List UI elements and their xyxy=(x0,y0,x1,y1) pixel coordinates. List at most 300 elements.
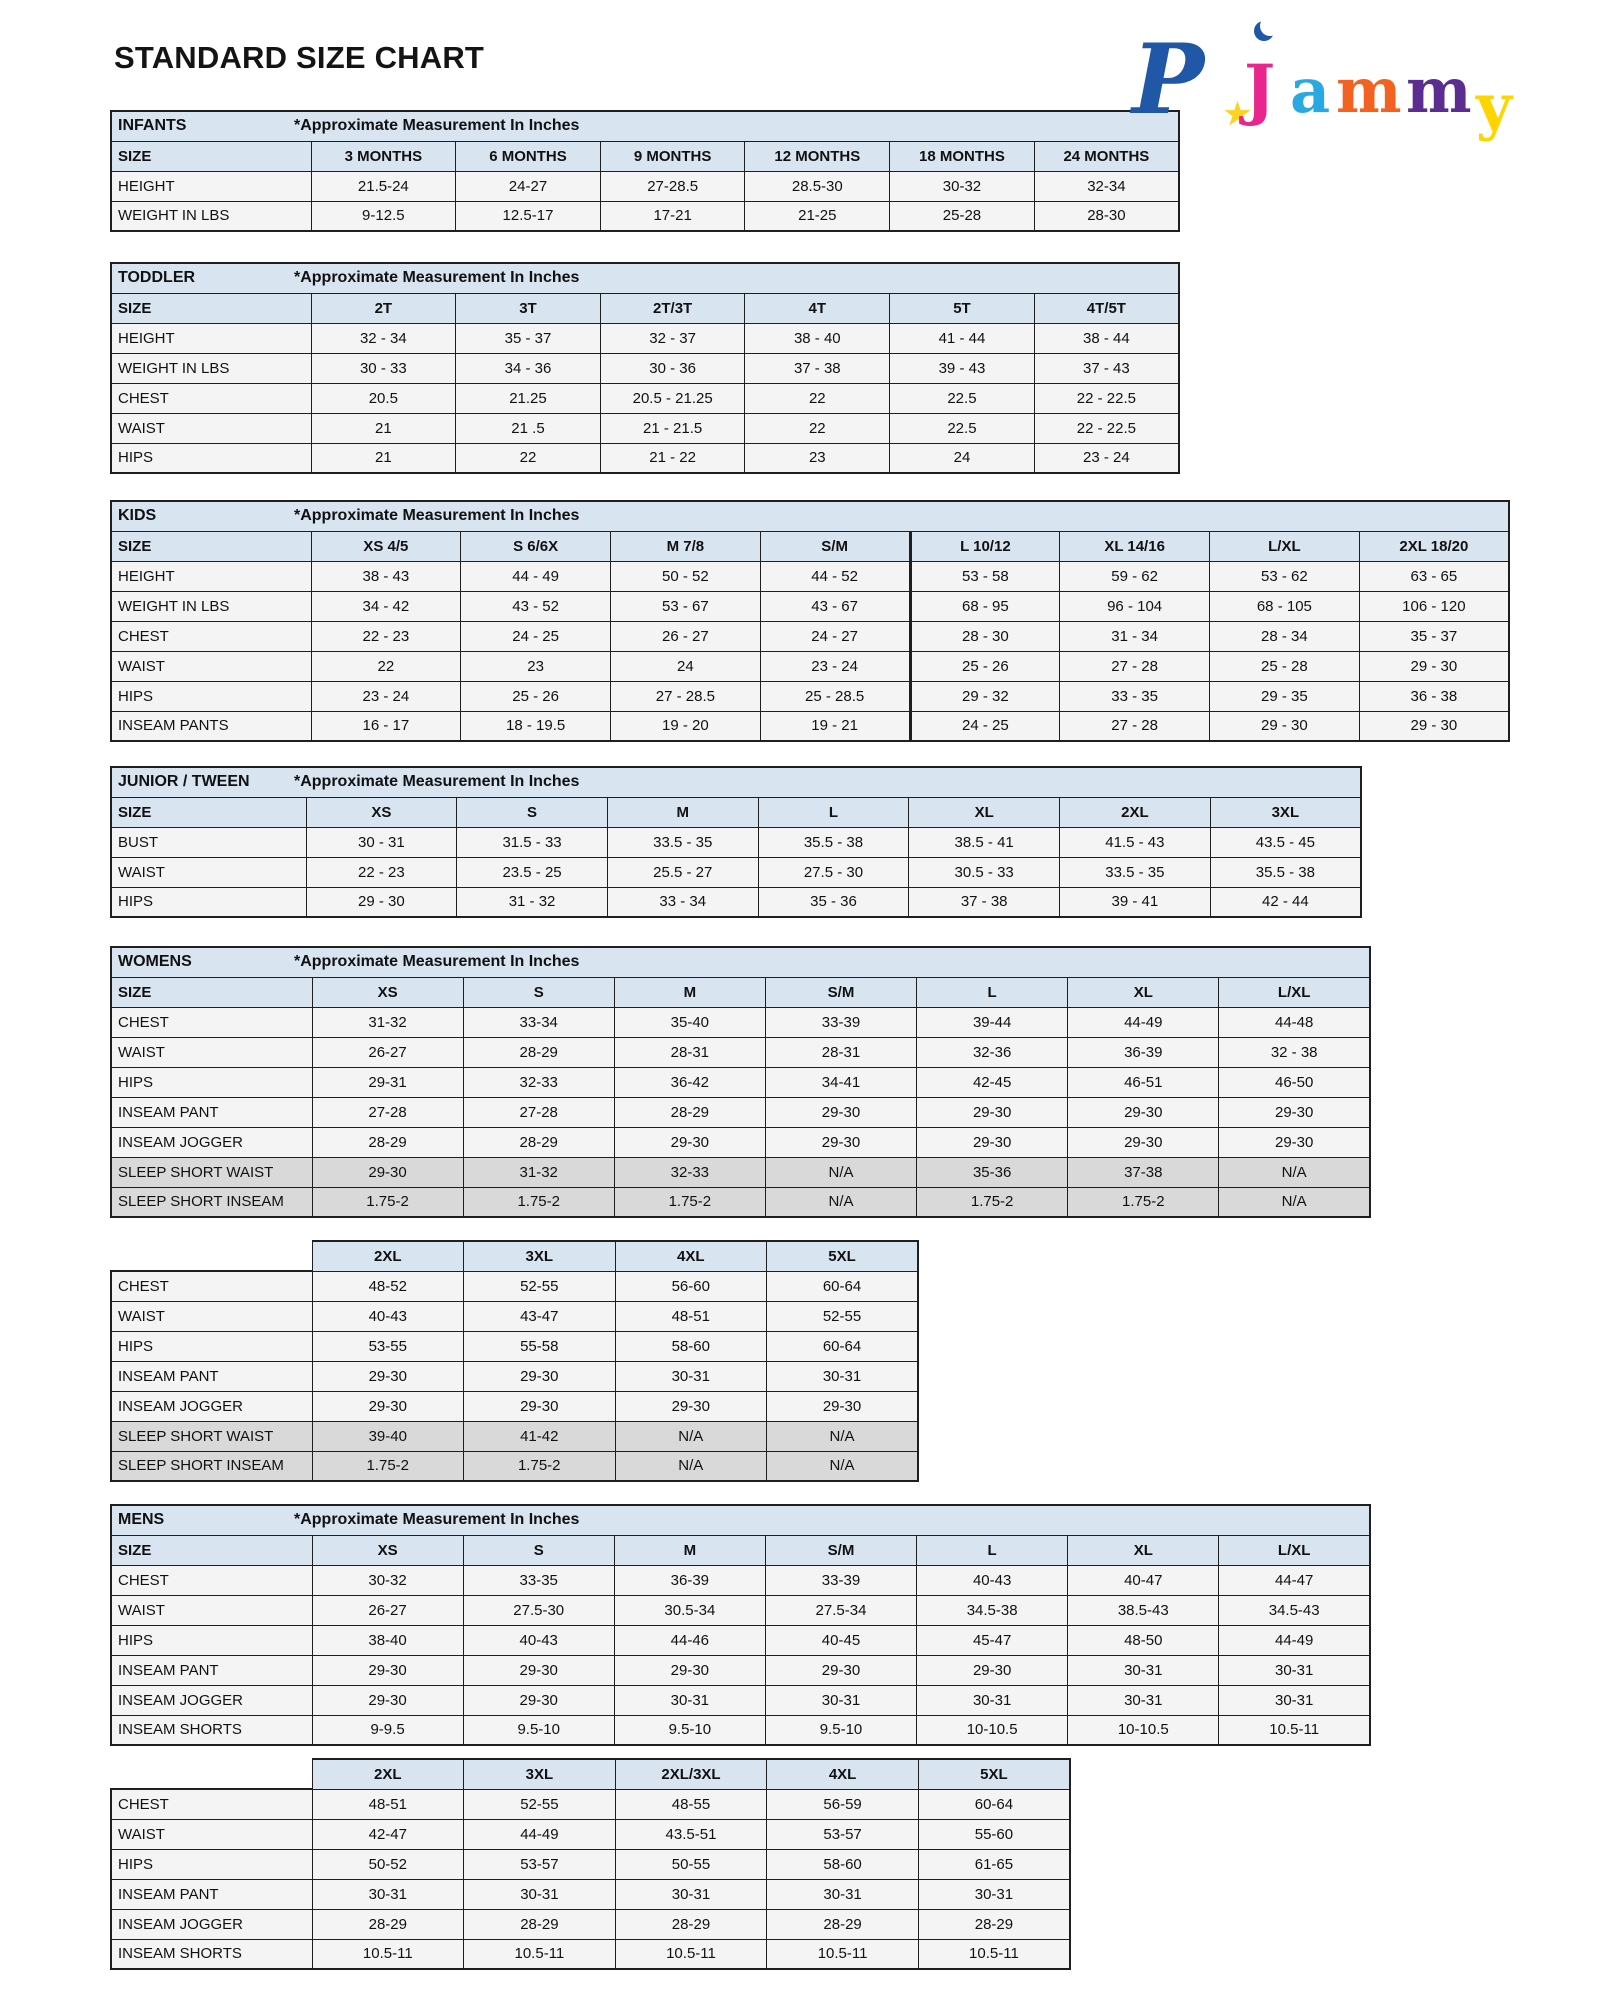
table-row xyxy=(111,1595,1370,1625)
row-label: HIPS xyxy=(111,1625,312,1655)
table-cell: 21 xyxy=(311,413,456,443)
table-cell: 22 - 22.5 xyxy=(1034,383,1179,413)
table-cell: 44-49 xyxy=(464,1819,616,1849)
table-cell: 38 - 43 xyxy=(311,561,461,591)
table-cell: 48-52 xyxy=(312,1271,464,1301)
table-title-cell xyxy=(111,767,1361,797)
womens-table xyxy=(110,946,1600,1218)
table-cell: N/A xyxy=(765,1187,916,1217)
table-cell: 37-38 xyxy=(1068,1157,1219,1187)
table-cell: 19 - 21 xyxy=(760,711,910,741)
table-cell: 35-40 xyxy=(614,1007,765,1037)
table-cell: 24 - 27 xyxy=(760,621,910,651)
table-cell: 9.5-10 xyxy=(463,1715,614,1745)
table-cell: 32 - 37 xyxy=(600,323,745,353)
column-header: 4T xyxy=(745,293,890,323)
row-label: SLEEP SHORT INSEAM xyxy=(111,1187,312,1217)
table-cell: 23 xyxy=(745,443,890,473)
table-cell: 29-30 xyxy=(1219,1097,1370,1127)
table-cell: 9.5-10 xyxy=(614,1715,765,1745)
table-row xyxy=(111,651,1509,681)
row-label: WAIST xyxy=(111,1819,312,1849)
column-header: 24 MONTHS xyxy=(1034,141,1179,171)
table-cell: 29-30 xyxy=(917,1127,1068,1157)
table-cell: 40-45 xyxy=(765,1625,916,1655)
table-cell: 38 - 40 xyxy=(745,323,890,353)
table-cell: 56-60 xyxy=(615,1271,767,1301)
table-row xyxy=(111,1271,918,1301)
column-header: 4XL xyxy=(767,1759,919,1789)
table-row xyxy=(111,293,1179,323)
table-cell: 60-64 xyxy=(767,1331,919,1361)
table-cell: 35 - 37 xyxy=(456,323,601,353)
table-cell: 58-60 xyxy=(767,1849,919,1879)
table-cell: 23 - 24 xyxy=(311,681,461,711)
table-cell: 44-48 xyxy=(1219,1007,1370,1037)
table-category: TODDLER xyxy=(118,269,196,287)
row-label: CHEST xyxy=(111,383,311,413)
table-title-cell xyxy=(111,947,1370,977)
table-cell: 1.75-2 xyxy=(917,1187,1068,1217)
column-header: XL xyxy=(1068,1535,1219,1565)
row-label: CHEST xyxy=(111,621,311,651)
table-cell: 35 - 36 xyxy=(758,887,909,917)
column-header: 4T/5T xyxy=(1034,293,1179,323)
table-cell: 31.5 - 33 xyxy=(457,827,608,857)
table-cell: 53-57 xyxy=(464,1849,616,1879)
table-cell: 24-27 xyxy=(456,171,601,201)
table-cell: 40-43 xyxy=(917,1565,1068,1595)
table-cell: 23.5 - 25 xyxy=(457,857,608,887)
table-cell: 16 - 17 xyxy=(311,711,461,741)
table-cell: 35 - 37 xyxy=(1359,621,1509,651)
table-cell: 25-28 xyxy=(890,201,1035,231)
table-cell: 32-36 xyxy=(917,1037,1068,1067)
table-row xyxy=(111,201,1179,231)
table-cell: 29-30 xyxy=(767,1391,919,1421)
table-cell: 27-28 xyxy=(463,1097,614,1127)
column-header: 2T xyxy=(311,293,456,323)
column-header: 2XL xyxy=(312,1759,464,1789)
table-cell: 30-32 xyxy=(890,171,1035,201)
table-row xyxy=(111,1097,1370,1127)
table-row xyxy=(111,1301,918,1331)
table-cell: 48-51 xyxy=(615,1301,767,1331)
column-header: 2XL xyxy=(312,1241,464,1271)
table-note: *Approximate Measurement In Inches xyxy=(294,117,580,135)
table-cell: 21 .5 xyxy=(456,413,601,443)
womens-ext-grid xyxy=(110,1240,919,1482)
table-cell: 29-30 xyxy=(464,1361,616,1391)
table-cell: 29 - 30 xyxy=(306,887,457,917)
table-cell: 33 - 35 xyxy=(1060,681,1210,711)
column-header: S/M xyxy=(765,1535,916,1565)
table-cell: 30-32 xyxy=(312,1565,463,1595)
table-cell: 46-50 xyxy=(1219,1067,1370,1097)
table-cell: 52-55 xyxy=(767,1301,919,1331)
table-cell: 45-47 xyxy=(917,1625,1068,1655)
table-cell: 28-29 xyxy=(918,1909,1070,1939)
column-header: L/XL xyxy=(1210,531,1360,561)
table-cell: 28-29 xyxy=(312,1909,464,1939)
table-cell: 29-30 xyxy=(614,1127,765,1157)
table-cell: 29 - 30 xyxy=(1359,711,1509,741)
table-cell: 44-46 xyxy=(614,1625,765,1655)
table-cell: N/A xyxy=(765,1157,916,1187)
column-header: L xyxy=(917,1535,1068,1565)
row-label: HEIGHT xyxy=(111,561,311,591)
row-label: INSEAM JOGGER xyxy=(111,1685,312,1715)
table-cell: 33-39 xyxy=(765,1565,916,1595)
table-cell: 41.5 - 43 xyxy=(1060,827,1211,857)
table-note: *Approximate Measurement In Inches xyxy=(294,507,580,525)
table-cell: 43.5 - 45 xyxy=(1210,827,1361,857)
table-cell: 27 - 28.5 xyxy=(611,681,761,711)
column-header: L/XL xyxy=(1219,977,1370,1007)
table-cell: 36 - 38 xyxy=(1359,681,1509,711)
table-cell: 1.75-2 xyxy=(1068,1187,1219,1217)
womens-grid xyxy=(110,946,1371,1218)
table-note: *Approximate Measurement In Inches xyxy=(294,773,580,791)
table-row xyxy=(111,111,1179,141)
table-note: *Approximate Measurement In Inches xyxy=(294,953,580,971)
table-cell: 30-31 xyxy=(918,1879,1070,1909)
table-cell: 38-40 xyxy=(312,1625,463,1655)
table-cell: 30-31 xyxy=(614,1685,765,1715)
column-header: SIZE xyxy=(111,531,311,561)
row-label: SLEEP SHORT WAIST xyxy=(111,1421,312,1451)
table-cell: 23 - 24 xyxy=(760,651,910,681)
table-row xyxy=(111,681,1509,711)
row-label: HIPS xyxy=(111,1331,312,1361)
logo-letter: m xyxy=(1336,54,1402,127)
table-cell: 32 - 34 xyxy=(311,323,456,353)
table-cell: 30.5 - 33 xyxy=(909,857,1060,887)
column-header: XL 14/16 xyxy=(1060,531,1210,561)
table-row xyxy=(111,501,1509,531)
column-header: S xyxy=(457,797,608,827)
table-cell: N/A xyxy=(615,1421,767,1451)
row-label: CHEST xyxy=(111,1007,312,1037)
table-cell: 68 - 95 xyxy=(910,591,1060,621)
table-cell: 32-33 xyxy=(614,1157,765,1187)
column-header: M xyxy=(607,797,758,827)
table-cell: 12.5-17 xyxy=(456,201,601,231)
column-header: 5XL xyxy=(767,1241,919,1271)
table-cell: 106 - 120 xyxy=(1359,591,1509,621)
table-cell: 29-30 xyxy=(1219,1127,1370,1157)
table-category: WOMENS xyxy=(118,953,192,971)
table-cell: 1.75-2 xyxy=(614,1187,765,1217)
table-cell: 9-9.5 xyxy=(312,1715,463,1745)
toddler-grid xyxy=(110,262,1180,474)
row-label: HEIGHT xyxy=(111,171,311,201)
table-cell: 32-34 xyxy=(1034,171,1179,201)
table-row xyxy=(111,857,1361,887)
table-cell: 25 - 28.5 xyxy=(760,681,910,711)
table-cell: 44 - 49 xyxy=(461,561,611,591)
table-title-cell xyxy=(111,501,1509,531)
table-cell: 10.5-11 xyxy=(767,1939,919,1969)
column-header: 9 MONTHS xyxy=(600,141,745,171)
table-cell: 29-30 xyxy=(1068,1097,1219,1127)
table-cell: 55-60 xyxy=(918,1819,1070,1849)
logo-letter: y xyxy=(1476,70,1513,143)
moon-icon xyxy=(1260,16,1280,36)
mens-ext-grid xyxy=(110,1758,1071,1970)
table-cell: 28.5-30 xyxy=(745,171,890,201)
table-title-cell xyxy=(111,263,1179,293)
column-header: 3 MONTHS xyxy=(311,141,456,171)
table-cell: 30-31 xyxy=(1068,1655,1219,1685)
table-cell: 29 - 30 xyxy=(1359,651,1509,681)
table-cell: 29-30 xyxy=(463,1655,614,1685)
table-cell: 28-29 xyxy=(463,1127,614,1157)
table-row xyxy=(111,887,1361,917)
column-header: 3T xyxy=(456,293,601,323)
table-cell: 29-30 xyxy=(765,1127,916,1157)
table-row xyxy=(111,1909,1070,1939)
table-cell: 29-30 xyxy=(463,1685,614,1715)
table-cell: 42-47 xyxy=(312,1819,464,1849)
table-row xyxy=(111,1007,1370,1037)
table-row xyxy=(111,323,1179,353)
table-cell: 29-30 xyxy=(1068,1127,1219,1157)
table-row xyxy=(111,797,1361,827)
junior-tween-table xyxy=(110,766,1600,918)
table-cell: 24 xyxy=(611,651,761,681)
table-cell: 60-64 xyxy=(767,1271,919,1301)
column-header: SIZE xyxy=(111,797,306,827)
table-cell: 55-58 xyxy=(464,1331,616,1361)
table-cell: 27 - 28 xyxy=(1060,651,1210,681)
table-row xyxy=(111,1391,918,1421)
row-label: WAIST xyxy=(111,1037,312,1067)
logo-letter: J xyxy=(1244,50,1276,128)
table-cell: 96 - 104 xyxy=(1060,591,1210,621)
column-header: 2XL 18/20 xyxy=(1359,531,1509,561)
table-row xyxy=(111,1067,1370,1097)
row-label: HEIGHT xyxy=(111,323,311,353)
table-cell: 30 - 31 xyxy=(306,827,457,857)
table-cell: 22 xyxy=(456,443,601,473)
table-cell: 28 - 30 xyxy=(910,621,1060,651)
table-row xyxy=(111,413,1179,443)
table-cell: 30-31 xyxy=(1219,1685,1370,1715)
table-cell: 53 - 58 xyxy=(910,561,1060,591)
column-header: SIZE xyxy=(111,293,311,323)
table-cell: 31 - 34 xyxy=(1060,621,1210,651)
row-label: CHEST xyxy=(111,1789,312,1819)
table-row xyxy=(111,1789,1070,1819)
table-cell: 31-32 xyxy=(312,1007,463,1037)
table-cell: 30-31 xyxy=(765,1685,916,1715)
table-cell: 29-30 xyxy=(312,1685,463,1715)
table-cell: 10.5-11 xyxy=(464,1939,616,1969)
table-row xyxy=(111,383,1179,413)
table-cell: 29-30 xyxy=(312,1655,463,1685)
table-cell: 35.5 - 38 xyxy=(758,827,909,857)
column-header: L/XL xyxy=(1219,1535,1370,1565)
table-cell: 68 - 105 xyxy=(1210,591,1360,621)
table-cell: 30-31 xyxy=(1219,1655,1370,1685)
table-cell: 29-30 xyxy=(312,1361,464,1391)
table-category: MENS xyxy=(118,1511,165,1529)
row-label: HIPS xyxy=(111,887,306,917)
table-cell: 9.5-10 xyxy=(765,1715,916,1745)
table-cell: 10.5-11 xyxy=(1219,1715,1370,1745)
row-label: INSEAM PANT xyxy=(111,1097,312,1127)
table-cell: 21.5-24 xyxy=(311,171,456,201)
table-cell: 33 - 34 xyxy=(607,887,758,917)
table-row xyxy=(111,1759,1070,1789)
table-cell: 20.5 xyxy=(311,383,456,413)
table-cell: 30-31 xyxy=(767,1879,919,1909)
blank-cell xyxy=(111,1759,312,1789)
column-header: L 10/12 xyxy=(910,531,1060,561)
table-cell: 37 - 43 xyxy=(1034,353,1179,383)
table-cell: 30-31 xyxy=(615,1361,767,1391)
table-cell: 28-29 xyxy=(312,1127,463,1157)
table-cell: 27.5-34 xyxy=(765,1595,916,1625)
table-cell: 25.5 - 27 xyxy=(607,857,758,887)
infants-grid xyxy=(110,110,1180,232)
table-cell: 53-57 xyxy=(767,1819,919,1849)
column-header: 2XL xyxy=(1060,797,1211,827)
table-cell: 36-39 xyxy=(614,1565,765,1595)
table-cell: 52-55 xyxy=(464,1789,616,1819)
table-cell: 33-35 xyxy=(463,1565,614,1595)
table-cell: 26-27 xyxy=(312,1595,463,1625)
table-cell: 24 - 25 xyxy=(910,711,1060,741)
table-cell: 28 - 34 xyxy=(1210,621,1360,651)
table-cell: 23 xyxy=(461,651,611,681)
table-cell: 33.5 - 35 xyxy=(607,827,758,857)
table-cell: 53 - 62 xyxy=(1210,561,1360,591)
brand-logo xyxy=(1132,18,1572,143)
junior-grid xyxy=(110,766,1362,918)
table-cell: 18 - 19.5 xyxy=(461,711,611,741)
table-row xyxy=(111,1655,1370,1685)
column-header: 2T/3T xyxy=(600,293,745,323)
table-cell: 25 - 26 xyxy=(910,651,1060,681)
table-row xyxy=(111,1715,1370,1745)
table-cell: 28-29 xyxy=(463,1037,614,1067)
table-cell: 48-55 xyxy=(615,1789,767,1819)
table-row xyxy=(111,591,1509,621)
table-row xyxy=(111,1939,1070,1969)
table-cell: 21.25 xyxy=(456,383,601,413)
column-header: 2XL/3XL xyxy=(615,1759,767,1789)
table-note: *Approximate Measurement In Inches xyxy=(294,1511,580,1529)
table-cell: 28-29 xyxy=(464,1909,616,1939)
column-header: 6 MONTHS xyxy=(456,141,601,171)
table-cell: 28-29 xyxy=(615,1909,767,1939)
column-header: S/M xyxy=(760,531,910,561)
table-cell: 36-39 xyxy=(1068,1037,1219,1067)
table-cell: 41 - 44 xyxy=(890,323,1035,353)
column-header: XS xyxy=(312,1535,463,1565)
table-cell: 27-28 xyxy=(312,1097,463,1127)
table-cell: 1.75-2 xyxy=(312,1451,464,1481)
table-cell: 34 - 36 xyxy=(456,353,601,383)
column-header: S/M xyxy=(765,977,916,1007)
table-cell: 29 - 35 xyxy=(1210,681,1360,711)
column-header: M xyxy=(614,977,765,1007)
table-cell: 10.5-11 xyxy=(615,1939,767,1969)
table-cell: 56-59 xyxy=(767,1789,919,1819)
table-cell: 27.5-30 xyxy=(463,1595,614,1625)
row-label: WAIST xyxy=(111,651,311,681)
table-cell: 30-31 xyxy=(615,1879,767,1909)
table-cell: 50 - 52 xyxy=(611,561,761,591)
table-row xyxy=(111,1565,1370,1595)
table-cell: 40-43 xyxy=(463,1625,614,1655)
table-cell: 29-30 xyxy=(917,1655,1068,1685)
table-row xyxy=(111,1037,1370,1067)
table-category: INFANTS xyxy=(118,117,187,135)
table-cell: 28-29 xyxy=(767,1909,919,1939)
table-cell: 30-31 xyxy=(464,1879,616,1909)
row-label: HIPS xyxy=(111,443,311,473)
table-row xyxy=(111,171,1179,201)
table-cell: 1.75-2 xyxy=(464,1451,616,1481)
table-cell: 21 xyxy=(311,443,456,473)
table-cell: 26 - 27 xyxy=(611,621,761,651)
row-label: INSEAM PANTS xyxy=(111,711,311,741)
table-cell: N/A xyxy=(1219,1187,1370,1217)
table-cell: 29-30 xyxy=(312,1391,464,1421)
table-cell: 50-55 xyxy=(615,1849,767,1879)
column-header: XS xyxy=(306,797,457,827)
table-cell: 38.5-43 xyxy=(1068,1595,1219,1625)
table-cell: 29 - 30 xyxy=(1210,711,1360,741)
table-row xyxy=(111,947,1370,977)
table-row xyxy=(111,827,1361,857)
table-cell: 29-31 xyxy=(312,1067,463,1097)
table-cell: 28-31 xyxy=(614,1037,765,1067)
row-label: WAIST xyxy=(111,857,306,887)
column-header: M 7/8 xyxy=(611,531,761,561)
table-cell: 25 - 26 xyxy=(461,681,611,711)
table-cell: 29-30 xyxy=(615,1391,767,1421)
table-cell: N/A xyxy=(615,1451,767,1481)
table-cell: 37 - 38 xyxy=(909,887,1060,917)
table-cell: 46-51 xyxy=(1068,1067,1219,1097)
row-label: SLEEP SHORT INSEAM xyxy=(111,1451,312,1481)
row-label: HIPS xyxy=(111,681,311,711)
table-cell: 30 - 33 xyxy=(311,353,456,383)
mens-grid xyxy=(110,1504,1371,1746)
table-cell: 63 - 65 xyxy=(1359,561,1509,591)
table-row xyxy=(111,1241,918,1271)
table-cell: 32 - 38 xyxy=(1219,1037,1370,1067)
row-label: INSEAM JOGGER xyxy=(111,1391,312,1421)
table-cell: 29-30 xyxy=(917,1097,1068,1127)
table-cell: 10-10.5 xyxy=(1068,1715,1219,1745)
table-cell: 29-30 xyxy=(765,1097,916,1127)
table-cell: 38 - 44 xyxy=(1034,323,1179,353)
table-cell: 40-43 xyxy=(312,1301,464,1331)
table-cell: 48-50 xyxy=(1068,1625,1219,1655)
table-row xyxy=(111,561,1509,591)
table-cell: 36-42 xyxy=(614,1067,765,1097)
table-cell: 21 - 21.5 xyxy=(600,413,745,443)
row-label: INSEAM JOGGER xyxy=(111,1127,312,1157)
table-cell: N/A xyxy=(767,1421,919,1451)
table-cell: 53-55 xyxy=(312,1331,464,1361)
table-cell: 30-31 xyxy=(312,1879,464,1909)
